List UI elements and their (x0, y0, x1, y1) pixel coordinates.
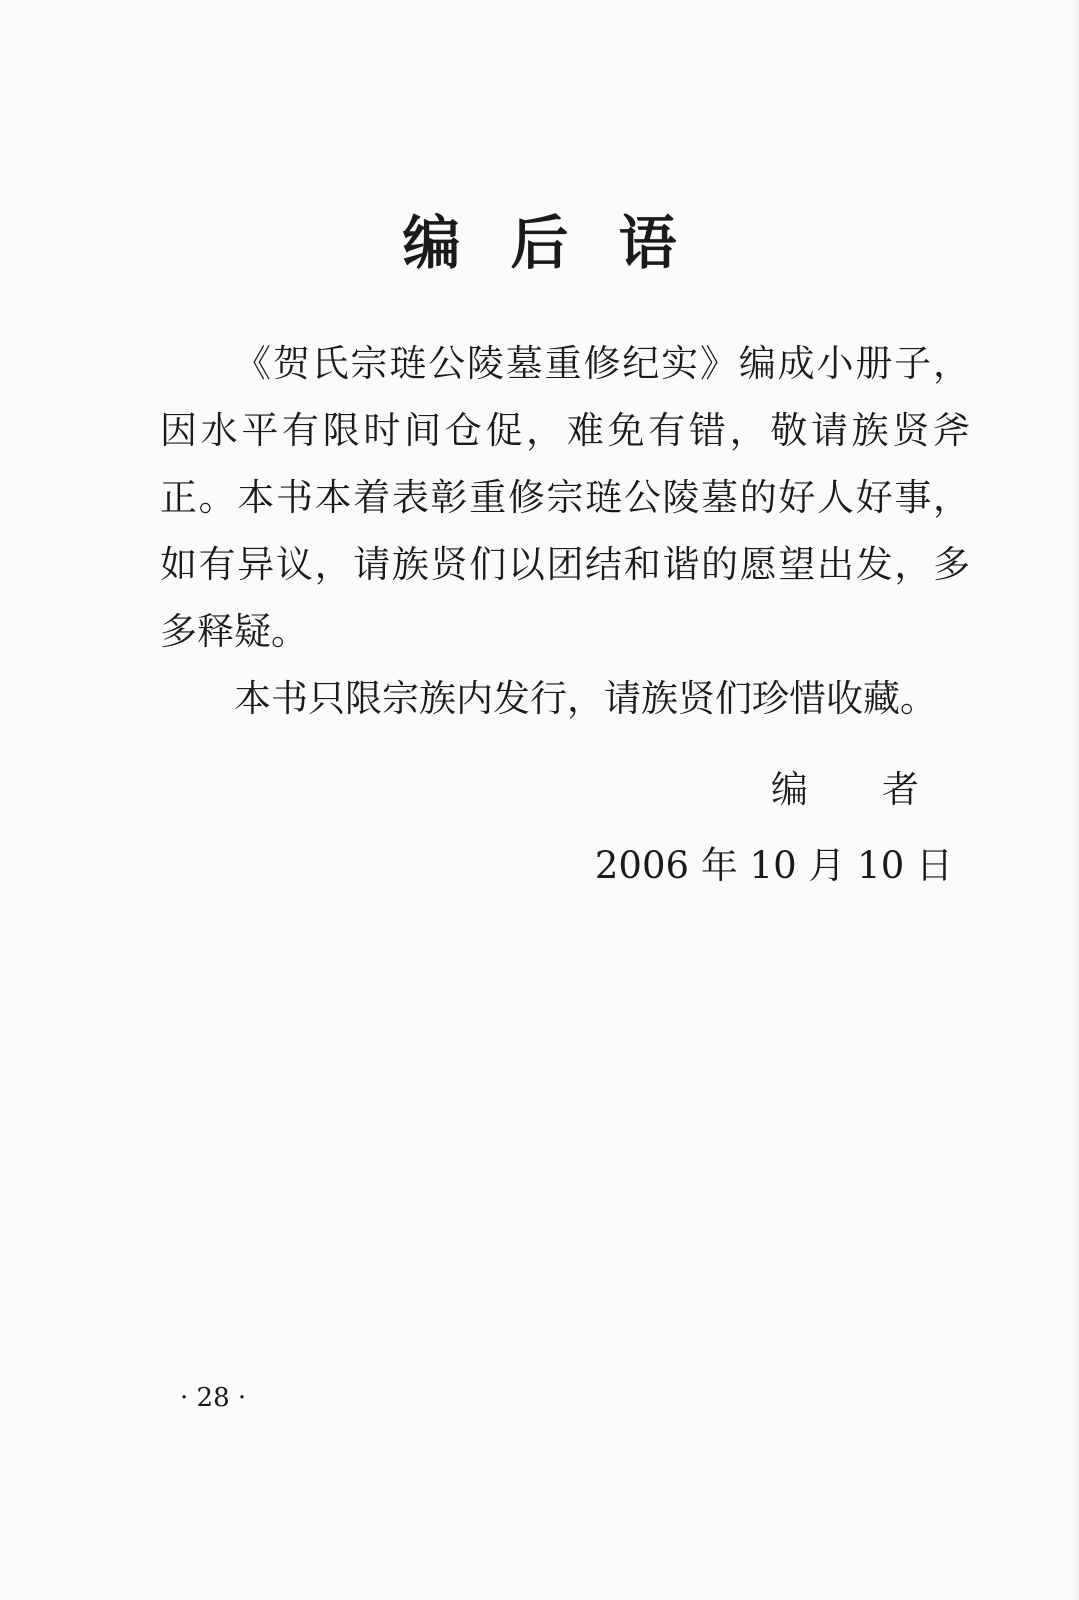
page-title: 编后语 (402, 209, 727, 277)
page-number: · 28 · (180, 1383, 247, 1413)
scan-edge (1071, 0, 1079, 1600)
paragraph-1: 《贺氏宗琏公陵墓重修纪实》编成小册子，因水平有限时间仓促，难免有错，敬请族贤斧正。本书本着表彰重修宗琏公陵墓的好人好事，如有异议，请族贤们以团结和谐的愿望出发，多多释疑。 (160, 342, 970, 653)
paragraph-2: 本书只限宗族内发行，请族贤们珍惜收藏。 (234, 677, 937, 720)
author-signature: 编者 (771, 768, 993, 811)
date-line: 2006 年 10 月 10 日 (594, 844, 953, 887)
body-text (160, 330, 970, 732)
